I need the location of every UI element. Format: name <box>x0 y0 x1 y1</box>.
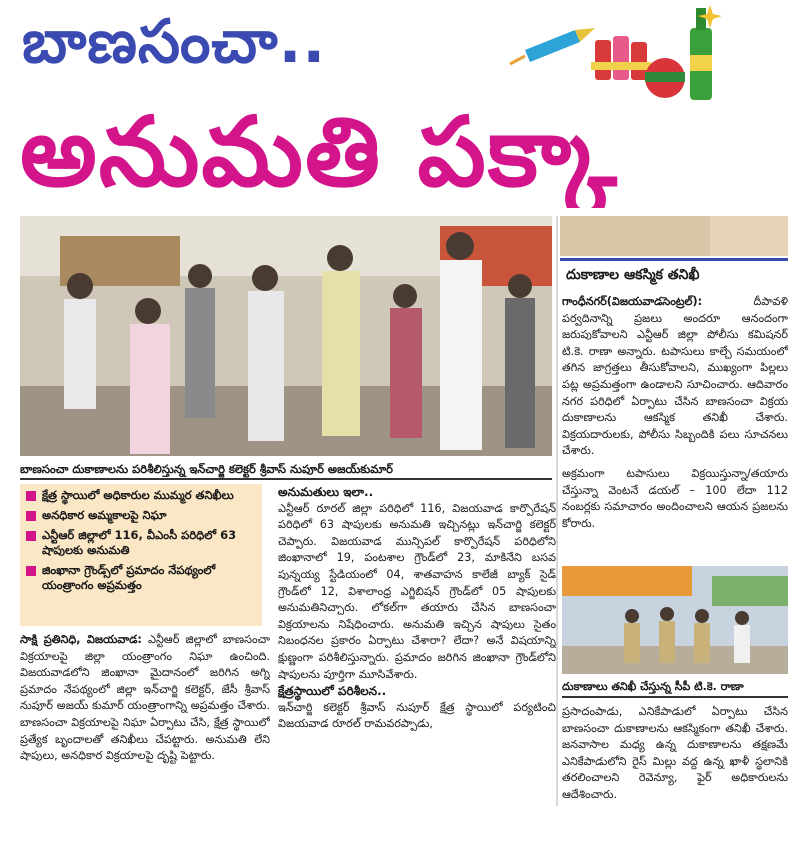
main-photo <box>20 216 552 456</box>
highlight-item <box>26 528 256 558</box>
highlight-text: అనధికార అమ్మకాలపై నిఘా <box>42 508 167 522</box>
sidebar-dateline: గాంధీనగర్(విజయవాడసెంట్రల్): <box>562 295 703 308</box>
bomb-cracker-icon <box>645 58 685 98</box>
bullet-square-icon <box>26 511 36 521</box>
highlight-item <box>26 508 256 523</box>
highlight-item <box>26 563 256 593</box>
main-photo-caption: బాణసంచా దుకాణాలను పరిశీలిస్తున్న ఇన్‌చార్జి కలెక్టర్ శ్రీవాస్ నుపూర్ అజయ్‌కుమార్ <box>20 458 552 480</box>
sidebar-photo <box>562 566 788 674</box>
subheading-permissions: అనుమతులు ఇలా.. <box>278 485 374 499</box>
highlights-box <box>20 484 262 626</box>
article-dateline: సాక్షి ప్రతినిధి, విజయవాడ: <box>20 633 142 646</box>
firecracker-bundle-icon <box>591 36 651 80</box>
sidebar-text <box>562 294 788 558</box>
article-column-1 <box>20 632 270 802</box>
bullet-square-icon <box>26 566 36 576</box>
highlight-text: జింఖానా గ్రౌండ్స్‌లో ప్రమాదం నేపథ్యంలో యంత్రాంగం అప్రమత్తం <box>42 563 216 592</box>
sidebar-photo-caption: దుకాణాలు తనిఖీ చేస్తున్న సీపీ టి.కె. రాణా <box>562 676 788 698</box>
column-divider <box>556 216 558 806</box>
subheading-field-inspection: క్షేత్రస్థాయిలో పరిశీలన.. <box>278 684 387 699</box>
kicker-title: బాణసంచా.. <box>22 7 327 77</box>
sidebar-top-photo-strip <box>560 216 788 256</box>
bullet-square-icon <box>26 531 36 541</box>
highlight-item <box>26 488 256 503</box>
article-column-2 <box>278 484 556 802</box>
sidebar-paragraph-2: అక్రమంగా టపాసులు విక్రయిస్తున్నా/తయారు చేస్తున్నా వెంటనే డయల్ – 100 లేదా 112 నంబర్లకు సమాచారం అందించాలని ఆయన ప్రజలను కోరారు. <box>562 466 788 530</box>
rocket-icon <box>510 28 595 64</box>
article-paragraph-4: ప్రసాదంపాడు, ఎనికేపాడులో ఏర్పాటు చేసిన బాణసంచా దుకాణాలను ఆకస్మికంగా తనిఖీ చేశారు. జనవాసాల మధ్య ఉన్న దుకాణాలను తక్షణమే ఎనికేపాడులోని రైస్ మిల్లు వద్ద ఉన్న ఖాళీ స్థలానికి తరలించాలని రెవెన్యూ, ఫైర్ అధికారులను ఆదేశించారు. <box>562 705 788 801</box>
article-paragraph-2: ఎన్టీఆర్ రూరల్ జిల్లా పరిధిలో 116, విజయవాడ కార్పొరేషన్ పరిధిలో 63 షాపులకు అనుమతి ఇచ్చినట్లు ఇన్‌చార్జి కలెక్టర్ చెప్పారు. విజయవాడ మున్సిపల్ కార్పొరేషన్ పరిధిలోని జింఖానాలో 19, పంటశాల గ్రౌండ్‌లో 23, మాకినేని బసవ పున్నయ్య స్టేడియంలో 04, శాతవాహన కాలేజీ బ్యాక్ సైడ్ గ్రౌండ్‌లో 12, విశాలాంధ్ర ఎగ్జిబిషన్ గ్రౌండ్‌లో 05 షాపులకు అనుమతినిచ్చారు. లోకల్‌గా తయారు చేసిన బాణసంచా విక్రయాలను నిషేధించారు. అనుమతి ఇచ్చిన షాపులు సైతం నిబంధనల ప్రకారం ఏర్పాటు చేశారా? లేదా? అనే విషయాన్ని క్షుణ్ణంగా పరిశీలిస్తున్నారు. ప్రమాదం జరిగిన జింఖానా గ్రౌండ్‌లోని షాపులను పూర్తిగా మూసివేశారు. <box>278 501 556 681</box>
headline-title: అనుమతి పక్కా <box>20 96 619 208</box>
sidebar-paragraph-1: దీపావళి పర్వదినాన్ని ప్రజలు అందరూ ఆనందంగా జరుపుకోవాలని ఎన్టీఆర్ జిల్లా పోలీసు కమిషనర్ టి.కె. రాణా అన్నారు. టపాసులు కాల్చే సమయంలో తగిన జాగ్రత్తలు తీసుకోవాలని, ముఖ్యంగా పిల్లలు పట్ల అప్రమత్తంగా ఉండాలని సూచించారు. ఆదివారం నగర పరిధిలో ఏర్పాటు చేసిన బాణసంచా విక్రయ దుకాణాలను ఆకస్మిక తనిఖీ చేశారు. విక్రయదారులకు, పోలీసు సిబ్బందికి పలు సూచనలు చేశారు. <box>562 295 788 458</box>
highlight-text: ఎన్టీఆర్ జిల్లాలో 116, వీఎంసీ పరిధిలో 63 షాపులకు అనుమతి <box>42 528 237 557</box>
article-paragraph-1: ఎన్టీఆర్ జిల్లాలో బాణసంచా విక్రయాలపై జిల్లా యంత్రాంగం నిఘా ఉంచింది. విజయవాడలోని జింఖానా మైదానంలో జరిగిన అగ్ని ప్రమాదం నేపథ్యంలో జిల్లా ఇన్‌చార్జి కలెక్టర్, జేసీ శ్రీవాస్ నుపూర్ అజయ్ కుమార్ యంత్రాంగాన్ని అప్రమత్తం చేశారు. బాణసంచా విక్రయాలపై నిఘా ఏర్పాటు చేసి, క్షేత్ర స్థాయిలో ప్రత్యేక బృందాలతో తనిఖీలు చేపట్టారు. అనుమతి లేని షాపులు, అనధికార విక్రయాలపై దృష్టి పెట్టారు. <box>20 633 270 763</box>
article-paragraph-3: ఇన్‌చార్జి కలెక్టర్ శ్రీవాస్ నుపూర్ క్షేత్ర స్థాయిలో పర్యటించి విజయవాడ రూరల్ రామవరప్పాడు, <box>278 700 556 731</box>
bullet-square-icon <box>26 491 36 501</box>
article-column-4 <box>562 704 788 804</box>
fireworks-illustration <box>505 0 735 110</box>
highlight-text: క్షేత్ర స్థాయిలో అధికారుల ముమ్మర తనిఖీలు <box>42 488 234 502</box>
sidebar-heading: దుకాణాల ఆకస్మిక తనిఖీ <box>560 258 788 288</box>
